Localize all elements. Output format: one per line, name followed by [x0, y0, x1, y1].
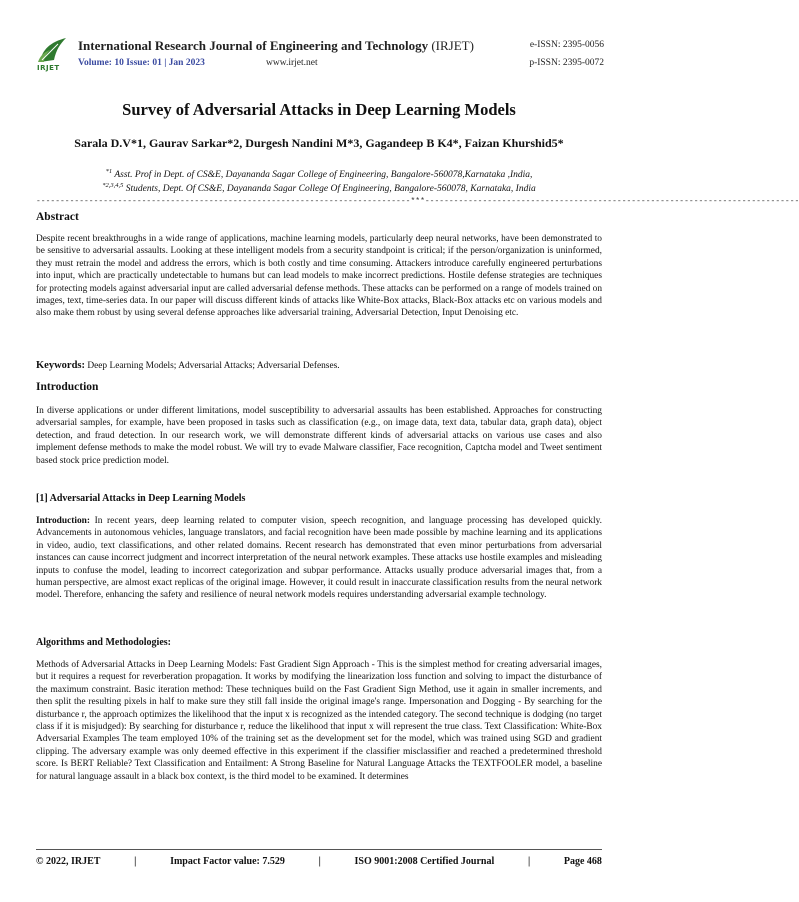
introduction-heading: Introduction — [36, 381, 99, 393]
volume-issue: Volume: 10 Issue: 01 | Jan 2023 — [78, 58, 205, 68]
affiliation-2-mark: *2,3,4,5 — [102, 182, 124, 189]
abstract-text: Despite recent breakthroughs in a wide range of applications, machine learning models, particularly deep neural networks, have been demonstrated to be sensitive to adversarial assaults. Looking at these intelligent models from a security standpoint is critical; if the person/organization is uninformed, they must retrain the model and address the errors, which is both costly and time consuming. Attackers introduce carefully engineered perturbations into input, which are practically undetectable to humans but can lead models to make incorrect predictions. Hostile defense strategies are techniques for protecting models against adversarial input are called adversarial defense methods. These attacks can be performed on a range of models trained on images, text, time-series data. In our paper will discuss different kinds of attacks like White-Box attacks, Black-Box attacks etc on various models and also make them robust by using several defense approaches like adversarial training, Adversarial Detection, Input Denoising etc. — [36, 234, 603, 319]
paper-authors: Sarala D.V*1, Gaurav Sarkar*2, Durgesh Nandini M*3, Gagandeep B K4*, Faizan Khurshid5* — [74, 136, 564, 150]
page-footer — [36, 856, 602, 867]
section-1-heading: [1] Adversarial Attacks in Deep Learning Models — [36, 493, 246, 504]
affiliation-1-text: Asst. Prof in Dept. of CS&E, Dayananda Sagar College of Engineering, Bangalore-560078,Karnataka ,India, — [114, 170, 533, 181]
affiliation-1 — [0, 168, 638, 180]
footer-divider-line — [36, 849, 602, 850]
journal-logo — [36, 36, 76, 76]
algorithms-heading: Algorithms and Methodologies: — [36, 637, 171, 648]
affiliation-1-mark: *1 — [105, 168, 113, 175]
footer-page-number: Page 468 — [563, 856, 602, 867]
section-separator: ------------------------------------------------------------------------------***------------------------------------------------------------------------------ — [36, 197, 799, 206]
p-issn: p-ISSN: 2395-0072 — [529, 58, 604, 68]
keywords — [36, 360, 602, 371]
logo-leaf-icon — [36, 36, 72, 64]
introduction-text: In diverse applications or under different limitations, model susceptibility to adversarial assaults has been established. Approaches for constructing adversarial samples, for example, have been proposed in tasks such as classification (e.g., on image data, text data, tabular data, graph data), object detection, and fraud detection. In our research work, we will demonstrate different kinds of adversarial attacks on various use cases and also implement defense methods to make the model robust. We will try to evade Malware classifier, Face recognition, Captcha model and Tweet sentiment based stock price prediction model. — [36, 406, 602, 466]
e-issn: e-ISSN: 2395-0056 — [529, 40, 604, 50]
section-1-text — [36, 515, 602, 602]
affiliation-2-text: Students, Dept. Of CS&E, Dayananda Sagar College Of Engineering, Bangalore-560078, Karnataka, India — [125, 184, 536, 195]
section-1-lead: Introduction: — [36, 516, 91, 526]
journal-name — [78, 38, 474, 54]
journal-header — [36, 36, 606, 76]
footer-separator: | — [318, 856, 321, 867]
logo-text: IRJET — [37, 64, 60, 72]
footer-iso: ISO 9001:2008 Certified Journal — [354, 856, 495, 867]
footer-separator: | — [134, 856, 137, 867]
affiliation-2 — [0, 182, 638, 194]
paper-title: Survey of Adversarial Attacks in Deep Learning Models — [122, 100, 516, 119]
section-1-body: In recent years, deep learning related to computer vision, speech recognition, and language processing has developed quickly. Advancements in autonomous vehicles, language translators, and facial recognition have been made possible by machine learning and its applications in video, audio, text classifications, and other related domains. Recent research has demonstrated that even minor perturbations from adversarial instances can cause incorrect judgment and incorrect interpretation of the neural network examples. These attacks use hostile examples and misleading inputs to confuse the model, leading to incorrect categorization and subpar performance. Attacks usually produce adversarial images that, from a human perspective, are almost exact replicas of the original image. However, it could result in inaccurate classification results from the neural network model. Therefore, enhancing the safety and resilience of neural network models requires understanding adversarial example technology. — [36, 516, 602, 601]
keywords-label: Keywords: — [36, 360, 85, 371]
footer-copyright: © 2022, IRJET — [36, 856, 101, 867]
footer-separator: | — [527, 856, 531, 867]
journal-abbreviation: (IRJET) — [431, 38, 474, 53]
footer-impact-factor: Impact Factor value: 7.529 — [170, 856, 285, 867]
journal-full-name: International Research Journal of Engineering and Technology — [78, 38, 429, 53]
keywords-text: Deep Learning Models; Adversarial Attacks; Adversarial Defenses. — [85, 361, 340, 371]
algorithms-text: Methods of Adversarial Attacks in Deep Learning Models: Fast Gradient Sign Approach - This is the simplest method for creating adversarial images, but it requires a request for reverberation propagation. It works by modifying the linearization loss function and solving to impact the disturbance of the maximum constraint. Basic iteration method: These techniques build on the Fast Gradient Sign Method, use it again in smaller increments, and then split the resulting pixels in half to make sure they still fall inside the original image's range. Impersonation and Dogging - By searching for the disturbance r, the approach optimizes the likelihood that the input x is recognized as the intended category. The second technique is dodging (no target class if it is misjudged): By searching for disturbance r, reduce the likelihood that input x will represent the true class. Text Classification: White-Box Adversarial Examples The team employed 10% of the training set as the development set for the model, which was trained using SGD and gradient clipping. The adversary example was only deemed effective in this experiment if the classifier misclassifier and reached a predetermined threshold score. Is BERT Reliable? Text Classification and Entailment: A Strong Baseline for Natural Language Attacks the TEXTFOOLER model, a baseline for natural language assault in a black box context, is the third model to be examined. It determines — [36, 660, 602, 782]
abstract-heading: Abstract — [36, 211, 79, 223]
journal-website: www.irjet.net — [266, 58, 318, 68]
